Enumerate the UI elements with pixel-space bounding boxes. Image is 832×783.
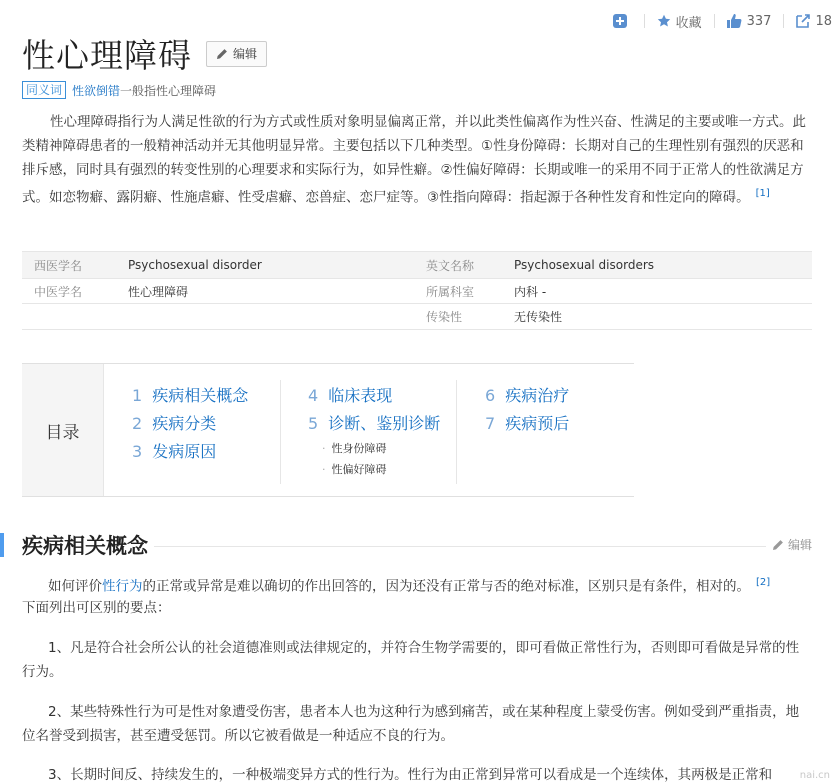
basic-info-row	[22, 252, 812, 278]
edit-label: 编辑	[233, 47, 258, 61]
info-value: 无传染性	[514, 310, 563, 324]
toc-number: 5	[308, 414, 319, 433]
toc-subitem[interactable]	[308, 459, 440, 480]
share-button[interactable]	[796, 14, 832, 29]
toc-label: 疾病治疗	[505, 386, 570, 405]
favorite-button[interactable]	[657, 12, 702, 31]
toc-number: 3	[132, 442, 143, 461]
paragraph	[22, 571, 808, 599]
share-icon	[796, 14, 810, 28]
toc-item[interactable]	[132, 382, 248, 410]
toc-divider	[280, 380, 281, 484]
info-key: 英文名称	[426, 258, 475, 273]
toc-divider	[456, 380, 457, 484]
favorite-label: 收藏	[675, 15, 702, 31]
toc-label: 诊断、鉴别诊断	[328, 414, 441, 433]
toc-item[interactable]	[132, 438, 248, 466]
reference-link[interactable]: [1]	[755, 188, 770, 199]
basic-info-table	[22, 251, 812, 330]
info-value: 内科 -	[514, 284, 547, 299]
toc-number: 4	[308, 386, 319, 405]
toc-item[interactable]	[485, 382, 569, 410]
edit-button[interactable]	[206, 41, 267, 67]
table-of-contents	[22, 363, 634, 497]
toc-subitem[interactable]	[308, 438, 440, 459]
info-key: 西医学名	[34, 258, 83, 273]
star-icon	[657, 14, 671, 28]
toc-sublabel: 性偏好障碍	[331, 463, 387, 476]
lead-summary	[22, 110, 808, 210]
info-key: 所属科室	[426, 284, 475, 299]
paragraph: 下面列出可区别的要点：	[22, 600, 171, 616]
toc-number: 6	[485, 386, 496, 405]
info-key: 传染性	[426, 310, 463, 324]
info-value: 性心理障碍	[128, 284, 189, 299]
toc-sublabel: 性身份障碍	[331, 442, 387, 455]
toc-item[interactable]	[132, 410, 248, 438]
toc-label: 疾病相关概念	[152, 386, 249, 405]
like-button[interactable]	[727, 14, 772, 29]
section-edit-label: 编辑	[787, 538, 812, 552]
thumbs-up-icon	[727, 14, 742, 28]
paragraph: 2、某些特殊性行为可是性对象遭受伤害，患者本人也为这种行为感到痛苦，或在某种程度上蒙受伤害。例如受到严重指责，地位名誉受到损害，甚至遭受惩罚。所以它被看做是一种适应不良的行为。	[22, 704, 800, 744]
watermark: nai.cn	[799, 770, 830, 781]
paragraph: 3、长期时间反、持续发生的，一种极端变异方式的性行为。性行为由正常到异常可以看成是一个连续体，其两极是正常和	[48, 767, 773, 783]
pencil-icon	[216, 48, 228, 60]
synonym-tag: 同义词	[22, 81, 66, 99]
toolbar-divider	[783, 14, 784, 28]
synonym-row	[22, 81, 216, 99]
paragraph: 1、凡是符合社会所公认的社会道德准则或法律规定的，并符合生物学需要的，即可看做正常性行为，否则即可看做是异常的性行为。	[22, 640, 800, 680]
toc-column	[485, 382, 569, 438]
paragraph-text: 的正常或异常是难以确切的作出回答的，因为还没有正常与否的绝对标准，区别只是有条件，相对的。	[142, 578, 750, 595]
toc-label: 发病原因	[152, 442, 217, 461]
page-title: 性心理障碍	[22, 36, 192, 75]
toc-item[interactable]	[485, 410, 569, 438]
lead-text: 性心理障碍指行为人满足性欲的行为方式或性质对象明显偏离正常，并以此类性偏离作为性兴奋、性满足的主要或唯一方式。此类精神障碍患者的一般精神活动并无其他明显异常。主要包括以下几种类型。①性身份障碍：长期对自己的生理性别有强烈的厌恶和排斥感，同时具有强烈的转变性别的心理要求和实际行为，如异性癖。②性偏好障碍：长期或唯一的采用不同于正常人的性欲满足方式。如恋物癖、露阴癖、性施虐癖、性受虐癖、恋兽症、恋尸症等。③性指向障碍：指起源于各种性发育和性定向的障碍。	[22, 114, 806, 206]
bullet-icon: ·	[322, 442, 326, 455]
bullet-icon: ·	[322, 463, 326, 476]
toc-label: 疾病分类	[152, 414, 217, 433]
toc-number: 7	[485, 414, 496, 433]
title-row	[22, 30, 267, 77]
toc-label: 疾病预后	[505, 414, 570, 433]
section-heading	[22, 530, 812, 560]
pencil-icon	[772, 539, 784, 551]
toc-item[interactable]	[308, 382, 440, 410]
paragraph-text: 如何评价	[48, 578, 102, 595]
like-count: 337	[746, 13, 772, 29]
section-accent-bar	[0, 533, 4, 557]
article-toolbar	[601, 8, 832, 34]
info-key: 中医学名	[34, 284, 83, 299]
section-edit-button[interactable]	[766, 536, 812, 553]
share-count: 18	[815, 13, 832, 29]
synonym-link[interactable]: 性欲倒错	[72, 83, 121, 98]
section-title: 疾病相关概念	[22, 530, 154, 560]
toc-column	[308, 382, 440, 480]
toolbar-divider	[644, 14, 645, 28]
basic-info-row	[22, 278, 812, 304]
toc-heading: 目录	[22, 364, 104, 496]
toc-item[interactable]	[308, 410, 440, 438]
toc-column	[132, 382, 248, 466]
info-value: Psychosexual disorder	[128, 258, 262, 272]
reference-link[interactable]: [2]	[756, 577, 771, 588]
inline-link[interactable]: 性行为	[102, 578, 143, 595]
info-value: Psychosexual disorders	[514, 258, 655, 272]
synonym-description: 一般指性心理障碍	[120, 83, 217, 98]
toolbar-divider	[714, 14, 715, 28]
plus-square-icon	[613, 14, 627, 28]
toc-number: 1	[132, 386, 143, 405]
toc-number: 2	[132, 414, 143, 433]
toc-label: 临床表现	[328, 386, 393, 405]
basic-info-row	[22, 304, 812, 330]
add-button[interactable]	[613, 14, 632, 28]
